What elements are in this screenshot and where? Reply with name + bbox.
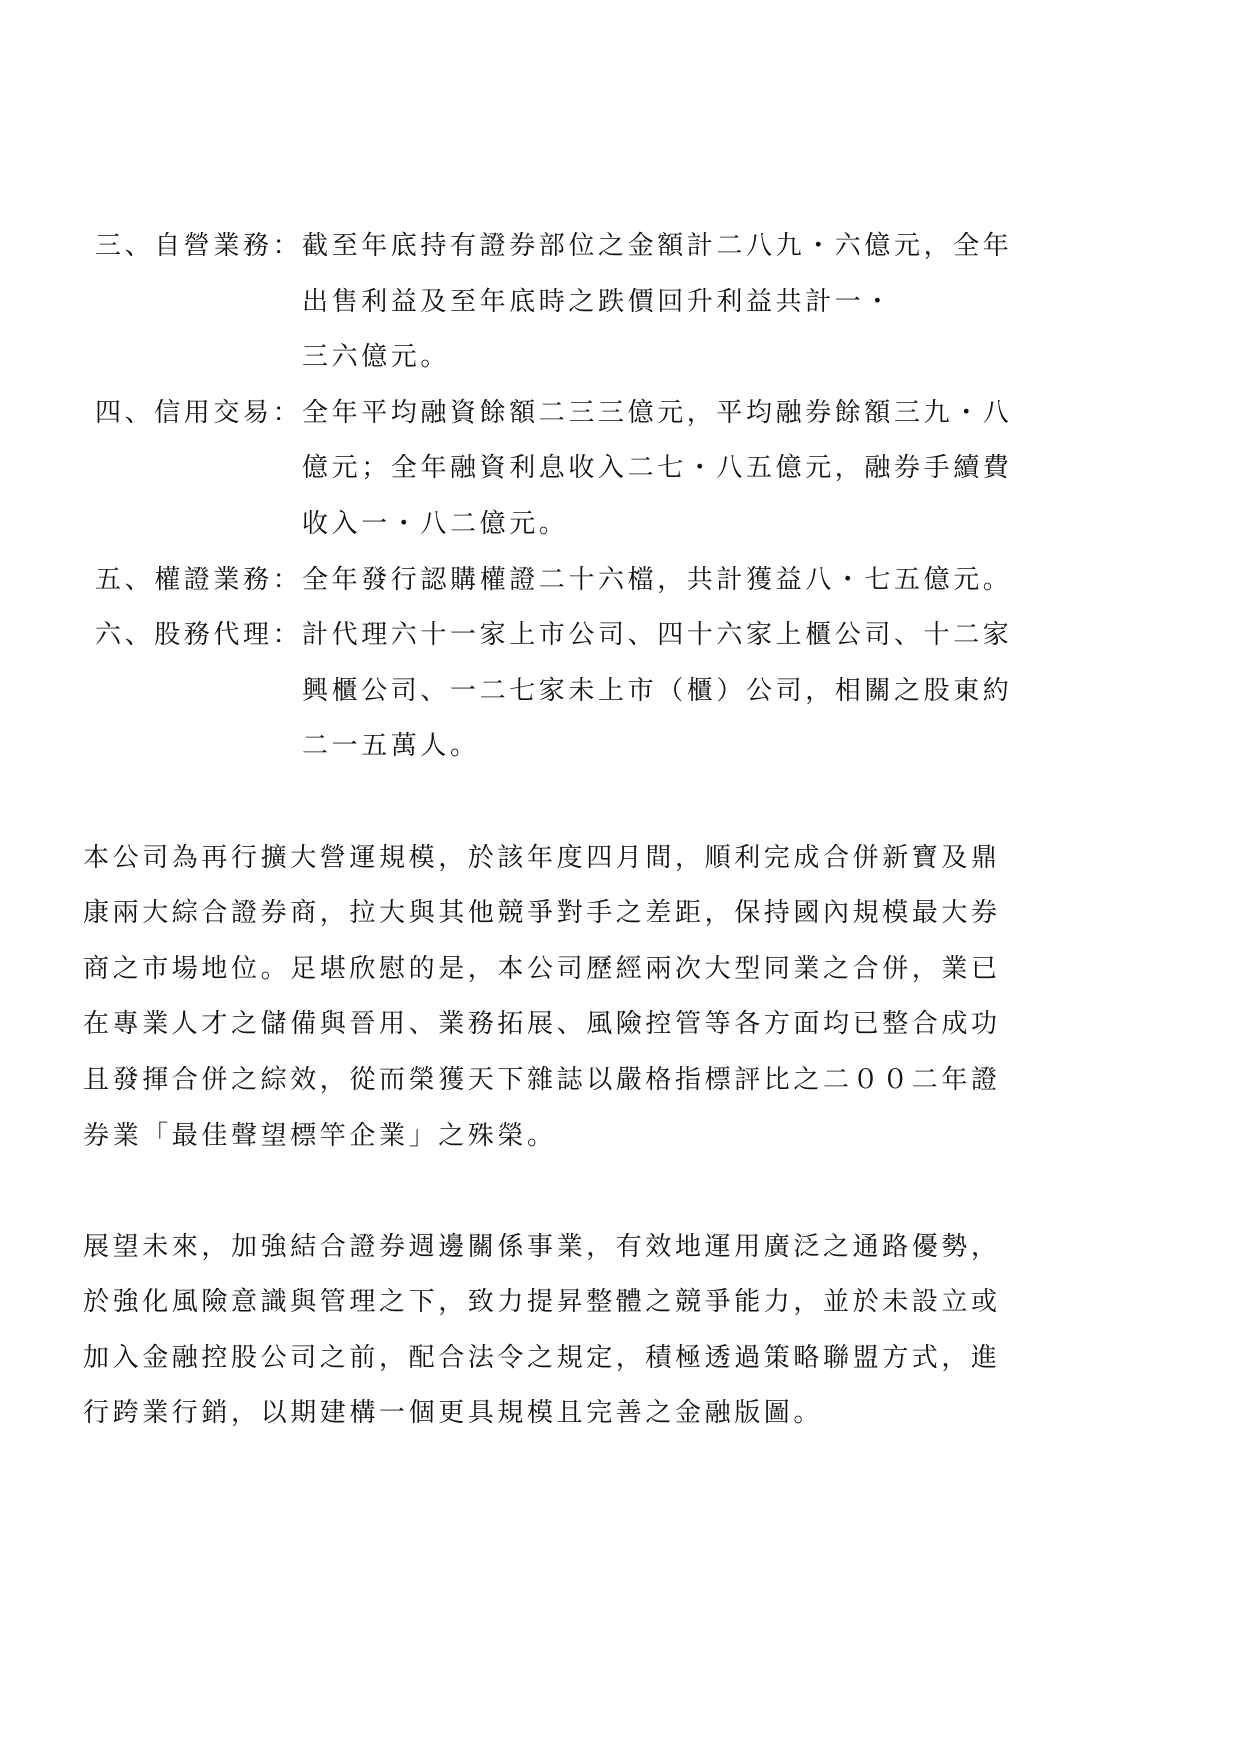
item-text-line: 截至年底持有證券部位之金額計二八九・六億元，全年 [302, 231, 1013, 261]
paragraph-line: 本公司為再行擴大營運規模，於該年度四月間，順利完成合併新寶及鼎 [83, 842, 1001, 873]
item-text-line: 收入一・八二億元。 [302, 508, 569, 539]
paragraph-line: 展望未來，加強結合證券週邊關係事業，有效地運用廣泛之通路優勢， [83, 1231, 1001, 1262]
item-body [302, 219, 1012, 386]
paragraph-line: 在專業人才之儲備與晉用、業務拓展、風險控管等各方面均已整合成功 [83, 1009, 1001, 1040]
item-body [302, 386, 1012, 553]
paragraph-line: 於強化風險意識與管理之下，致力提昇整體之競爭能力，並於未設立或 [83, 1287, 1001, 1318]
paragraph-line: 券業「最佳聲望標竿企業」之殊榮。 [83, 1120, 557, 1151]
paragraph-line: 康兩大綜合證券商，拉大與其他競爭對手之差距，保持國內規模最大券 [83, 898, 1001, 929]
item-text-line: 出售利益及至年底時之跌價回升利益共計一・ [302, 286, 895, 317]
business-item-proprietary-trading [95, 219, 1241, 386]
item-text-line: 億元；全年融資利息收入二七・八五億元，融券手續費 [302, 453, 1013, 484]
business-item-credit-trading [95, 386, 1241, 553]
business-item-warrants [95, 553, 1241, 609]
document-page [0, 219, 1241, 1442]
item-text-line: 二一五萬人。 [302, 731, 480, 762]
paragraph-merger [83, 831, 1241, 1165]
paragraph-line: 商之市場地位。足堪欣慰的是，本公司歷經兩次大型同業之合併，業已 [83, 953, 1001, 984]
item-label: 五、權證業務： [95, 564, 303, 595]
item-text-line: 全年平均融資餘額二三三億元，平均融券餘額三九・八 [302, 397, 1013, 428]
item-body [302, 553, 1012, 609]
paragraph-line: 且發揮合併之綜效，從而榮獲天下雜誌以嚴格指標評比之二００二年證 [83, 1064, 1001, 1095]
item-body [302, 608, 1012, 775]
item-text-line: 興櫃公司、一二七家未上市（櫃）公司，相關之股東約 [302, 675, 1013, 706]
item-text-line: 三六億元。 [302, 342, 451, 373]
business-item-list [95, 219, 1241, 775]
item-text-line: 全年發行認購權證二十六檔，共計獲益八・七五億元。 [302, 564, 1013, 595]
paragraph-outlook [83, 1220, 1241, 1442]
item-label: 四、信用交易： [95, 397, 303, 428]
item-label: 六、股務代理： [95, 620, 303, 651]
paragraph-line: 行跨業行銷，以期建構一個更具規模且完善之金融版圖。 [83, 1398, 824, 1429]
business-item-stock-agency [95, 608, 1241, 775]
item-label: 三、自營業務： [95, 231, 303, 261]
item-text-line: 計代理六十一家上市公司、四十六家上櫃公司、十二家 [302, 620, 1013, 651]
paragraph-line: 加入金融控股公司之前，配合法令之規定，積極透過策略聯盟方式，進 [83, 1342, 1001, 1373]
